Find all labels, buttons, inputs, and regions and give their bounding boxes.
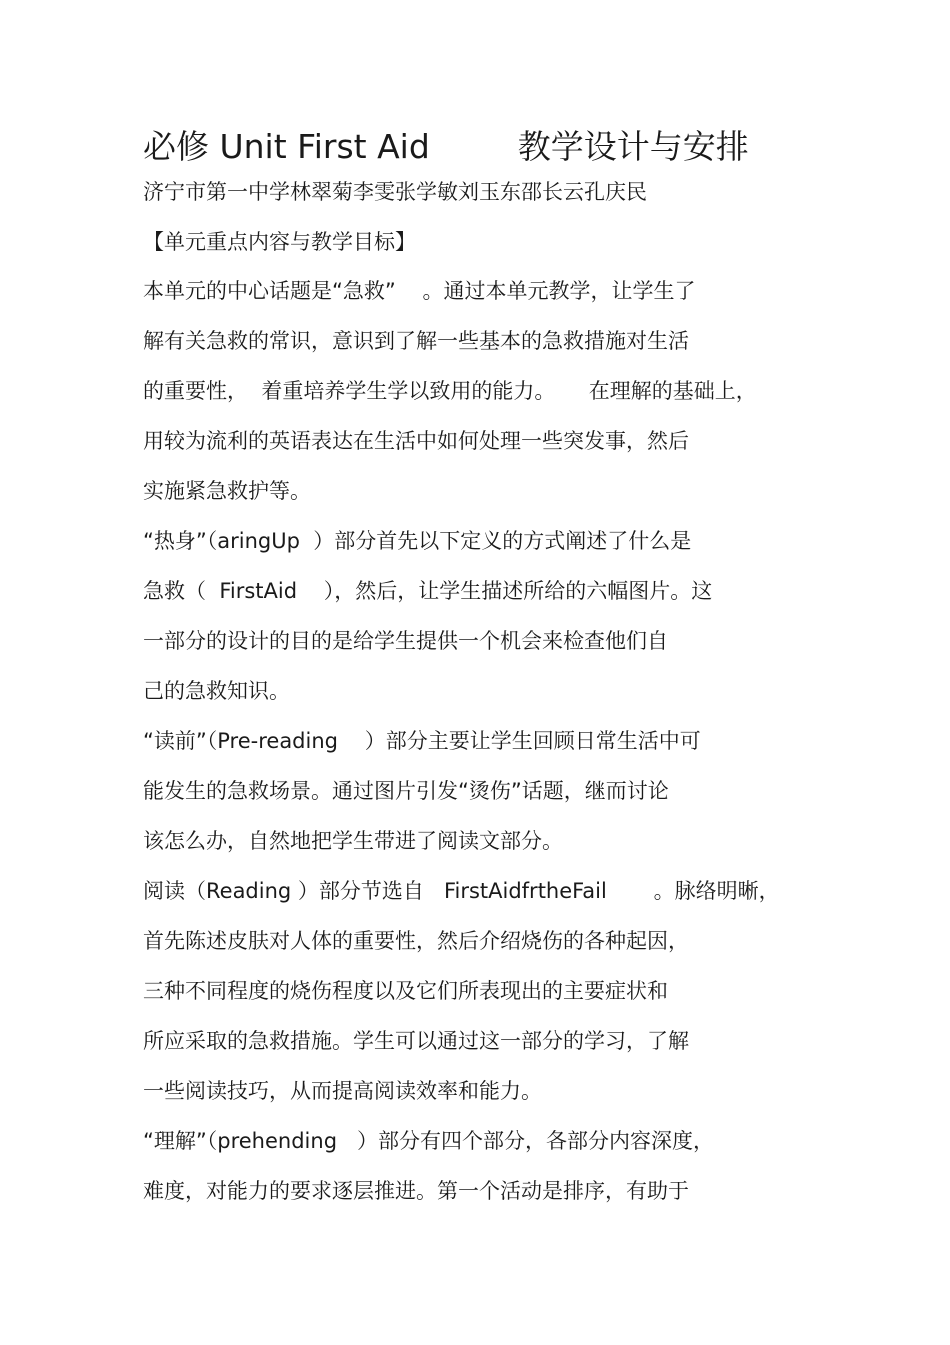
body-line: “热身”（aringUp ）部分首先以下定义的方式阐述了什么是	[143, 529, 692, 553]
body-line: 用较为流利的英语表达在生活中如何处理一些突发事，然后	[143, 429, 689, 453]
title-left: 必修 Unit First Aid	[143, 127, 430, 166]
title-right: 教学设计与安排	[517, 127, 749, 166]
body-line: 实施紧急救护等。	[143, 479, 311, 503]
body-line: 本单元的中心话题是“急救” 。通过本单元教学，让学生了	[143, 279, 696, 303]
body-line: 难度，对能力的要求逐层推进。第一个活动是排序，有助于	[143, 1179, 689, 1203]
body-line: “理解”（prehending ）部分有四个部分，各部分内容深度，	[143, 1129, 715, 1153]
body-line: 的重要性， 着重培养学生学以致用的能力。 在理解的基础上，	[143, 379, 757, 403]
body-line: 三种不同程度的烧伤程度以及它们所表现出的主要症状和	[143, 979, 668, 1003]
body-line: 所应采取的急救措施。学生可以通过这一部分的学习，了解	[143, 1029, 689, 1053]
body-line: 一部分的设计的目的是给学生提供一个机会来检查他们自	[143, 629, 668, 653]
body-line: 急救（ FirstAid ），然后，让学生描述所给的六幅图片。这	[143, 579, 713, 603]
body-line: 该怎么办，自然地把学生带进了阅读文部分。	[143, 829, 563, 853]
body-line: 首先陈述皮肤对人体的重要性，然后介绍烧伤的各种起因，	[143, 929, 689, 953]
body-line: 解有关急救的常识，意识到了解一些基本的急救措施对生活	[143, 329, 689, 353]
section-heading: 【单元重点内容与教学目标】	[143, 230, 416, 254]
authors-line: 济宁市第一中学林翠菊李雯张学敏刘玉东邵长云孔庆民	[143, 180, 647, 204]
body-line: “读前”（Pre-reading ）部分主要让学生回顾日常生活中可	[143, 729, 701, 753]
body-line: 一些阅读技巧，从而提高阅读效率和能力。	[143, 1079, 542, 1103]
body-line: 能发生的急救场景。通过图片引发“烫伤”话题，继而讨论	[143, 779, 669, 803]
document-title	[143, 122, 823, 172]
body-line: 己的急救知识。	[143, 679, 290, 703]
body-line: 阅读（Reading ）部分节选自 FirstAidfrtheFail 。脉络明晰，	[143, 879, 780, 903]
